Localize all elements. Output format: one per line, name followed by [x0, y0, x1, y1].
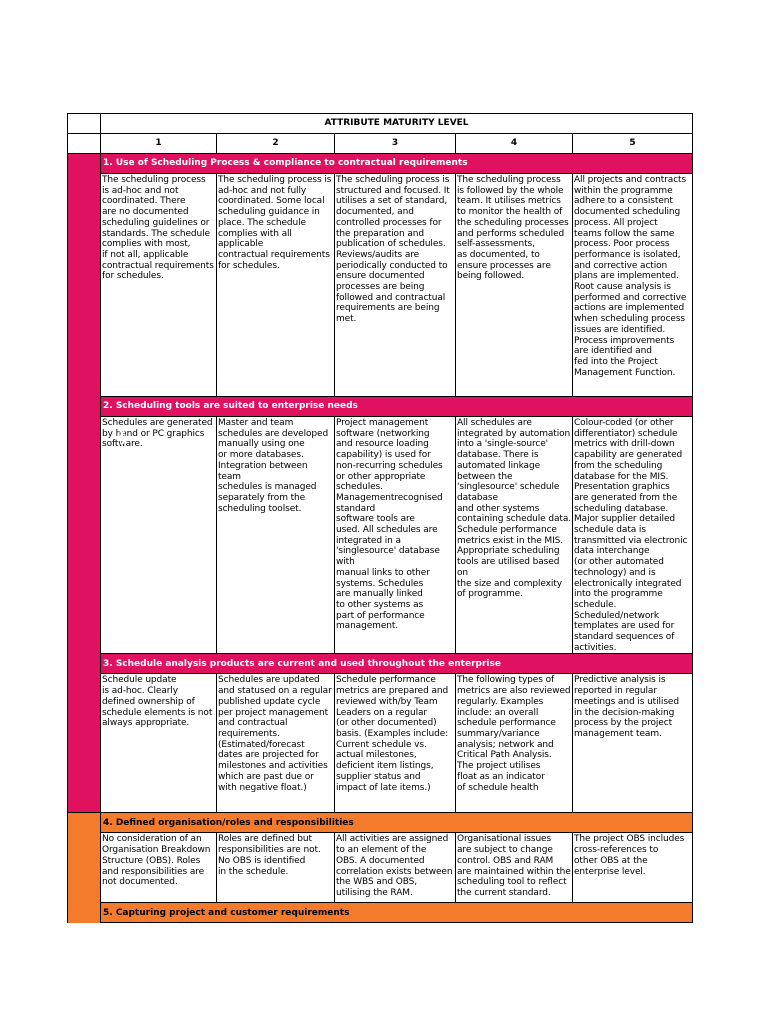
- header-blank: [68, 114, 101, 134]
- side-group-label: Process and toolset: [117, 427, 129, 539]
- levels-corner: [68, 134, 101, 154]
- section-2-level-3: Project management software (networking and resource loading capability) is used for non-recurring schedules or other appropriate schedules. Managementrecognised standard software tools are used. All schedules are integrated in a 'singlesource' database with manual links to other systems. Schedules are manually linked to other systems as part of performance management.: [335, 417, 456, 654]
- section-1-level-4: The scheduling process is followed by the whole team. It utilises metrics to monitor the health of the scheduling processes and performs scheduled self-assessments, as documented, to ensure processes are being followed.: [456, 174, 573, 397]
- section-4-row: [68, 833, 693, 903]
- section-5-title: 5. Capturing project and customer requirements: [101, 903, 693, 923]
- section-3-header-row: [68, 654, 693, 674]
- level-2: 2: [217, 134, 335, 154]
- section-2-level-1: Schedules are generated by hand or PC graphics software.: [101, 417, 217, 654]
- level-3: 3: [335, 134, 456, 154]
- section-1-level-3: The scheduling process is structured and focused. It utilises a set of standard, documented, and controlled processes for the preparation and publication of schedules. Reviews/audits are periodically conducted to ensure documented processes are being followed and contractual requirements are being met.: [335, 174, 456, 397]
- section-1-row: [68, 174, 693, 397]
- section-3-row: [68, 674, 693, 813]
- section-2-row: [68, 417, 693, 654]
- section-4-title: 4. Defined organisation/roles and responsibilities: [101, 813, 693, 833]
- section-3-level-2: Schedules are updated and statused on a regular published update cycle per project management and contractual requirements. (Estimated/forecast dates are projected for milestones and activities which are past due or with negative float.): [217, 674, 335, 813]
- section-4-level-2: Roles are defined but responsibilities are not. No OBS is identified in the schedule.: [217, 833, 335, 903]
- attribute-maturity-title: ATTRIBUTE MATURITY LEVEL: [101, 114, 693, 134]
- level-4: 4: [456, 134, 573, 154]
- section-3-level-5: Predictive analysis is reported in regular meetings and is utilised in the decision-making process by the project management team.: [573, 674, 693, 813]
- section-2-level-4: All schedules are integrated by automation into a 'single-source' database. There is automated linkage between the 'singlesource' schedule database and other systems containing schedule data. Schedule performance metrics exist in the MIS. Appropriate scheduling tools are utilised based on the size and complexity of programme.: [456, 417, 573, 654]
- side-group-organisation: [68, 813, 101, 923]
- section-1-title: 1. Use of Scheduling Process & compliance to contractual requirements: [101, 154, 693, 174]
- section-2-title: 2. Scheduling tools are suited to enterprise needs: [101, 397, 693, 417]
- section-3-level-4: The following types of metrics are also reviewed regularly. Examples include: an overall schedule performance summary/variance analysis; network and Critical Path Analysis. The project utilises float as an indicator of schedule health: [456, 674, 573, 813]
- section-4-level-5: The project OBS includes cross-references to other OBS at the enterprise level.: [573, 833, 693, 903]
- section-4-level-3: All activities are assigned to an element of the OBS. A documented correlation exists between the WBS and OBS, utilising the RAM.: [335, 833, 456, 903]
- section-4-header-row: [68, 813, 693, 833]
- levels-row: [68, 134, 693, 154]
- maturity-table: [67, 113, 693, 923]
- section-1-header-row: [68, 154, 693, 174]
- section-4-level-4: Organisational issues are subject to change control. OBS and RAM are maintained within the scheduling tool to reflect the current standard.: [456, 833, 573, 903]
- section-2-level-5: Colour-coded (or other differentiator) schedule metrics with drill-down capability are generated from the scheduling database for the MIS. Presentation graphics are generated from the scheduling database. Major supplier detailed schedule data is transmitted via electronic data interchange (or other automated technology) and is electronically integrated into the programme schedule. Scheduled/network templates are used for standard sequences of activities.: [573, 417, 693, 654]
- level-1: 1: [101, 134, 217, 154]
- side-group-process: [68, 154, 129, 813]
- section-5-header-row: [68, 903, 693, 923]
- section-4-level-1: No consideration of an Organisation Breakdown Structure (OBS). Roles and responsibilities are not documented.: [101, 833, 217, 903]
- section-2-level-2: Master and team schedules are developed manually using one or more databases. Integration between team schedules is managed separately from the scheduling toolset.: [217, 417, 335, 654]
- section-3-level-3: Schedule performance metrics are prepared and reviewed with/by Team Leaders on a regular (or other documented) basis. (Examples include: Current schedule vs. actual milestones, deficient item listings, supplier status and impact of late items.): [335, 674, 456, 813]
- section-2-header-row: [68, 397, 693, 417]
- level-5: 5: [573, 134, 693, 154]
- section-3-title: 3. Schedule analysis products are current and used throughout the enterprise: [101, 654, 693, 674]
- section-3-level-1: Schedule update is ad-hoc. Clearly defined ownership of schedule elements is not always appropriate.: [101, 674, 217, 813]
- section-1-level-2: The scheduling process is ad-hoc and not fully coordinated. Some local scheduling guidance in place. The schedule complies with all applicable contractual requirements for schedules.: [217, 174, 335, 397]
- header-row: [68, 114, 693, 134]
- section-1-level-1: The scheduling process is ad-hoc and not coordinated. There are no documented scheduling guidelines or standards. The schedule complies with most, if not all, applicable contractual requirements for schedules.: [101, 174, 217, 397]
- section-1-level-5: All projects and contracts within the programme adhere to a consistent documented scheduling process. All project teams follow the same process. Poor process performance is isolated, and corrective action plans are implemented. Root cause analysis is performed and corrective actions are implemented when scheduling process issues are identified. Process improvements are identified and fed into the Project Management Function.: [573, 174, 693, 397]
